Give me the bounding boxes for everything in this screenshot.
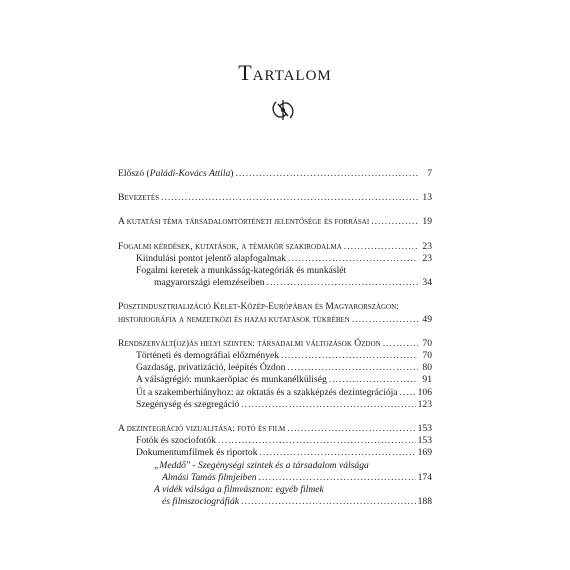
toc-page-number: 34 [422, 277, 432, 289]
toc-entry-label: A válságrégió: munkaerőpiac és munkanélküliség [136, 374, 327, 386]
toc-entry-label: Szegénység és szegregáció [136, 398, 240, 410]
toc-page-number: 123 [417, 398, 432, 410]
toc-subentry-meddo[interactable] [118, 460, 432, 484]
leader-dots [287, 362, 418, 374]
toc-page-number: 49 [422, 313, 432, 325]
toc-page-number: 153 [417, 423, 432, 435]
toc-entry-continuation: historiográfia a nemzetközi és hazai kutatások tükrében [118, 313, 350, 325]
toc-entry-bevezetes[interactable] [118, 192, 432, 204]
toc-entry-label: Út a szakemberhiányhoz: az oktatás és a szakképzés dezintegrációja [136, 386, 398, 398]
toc-subentry-fogalmi-keretek[interactable] [118, 265, 432, 289]
toc-page-number: 23 [422, 240, 432, 252]
table-of-contents [118, 168, 432, 508]
toc-entry-label: Dokumentumfilmek és riportok [136, 447, 258, 459]
leader-dots [267, 277, 418, 289]
leader-dots [241, 496, 416, 508]
toc-entry-label: A kutatási téma társadalomtörténeti jelentősége és forrásai [118, 216, 370, 228]
toc-subentry-gazdasag[interactable] [118, 362, 432, 374]
leader-dots [344, 241, 418, 253]
leader-dots [161, 192, 418, 204]
toc-page-number: 153 [417, 435, 432, 447]
leader-dots [281, 350, 418, 362]
toc-entry-label: Fogalmi kérdések, kutatások, a témakör szakirodalma [118, 240, 342, 252]
toc-entry-label: Bevezetés [118, 192, 160, 204]
toc-entry-label: Kiindulási pontot jelentő alapfogalmak [136, 252, 287, 264]
toc-subentry-dokumentumfilmek[interactable] [118, 447, 432, 459]
toc-entry-label: Posztindusztrializáció Kelet-Közép-Európában és Magyarországon: [118, 301, 399, 313]
toc-entry-kutatasi-tema[interactable] [118, 216, 432, 228]
toc-entry-continuation: és filmszociográfiák [162, 496, 240, 508]
toc-entry-label: „Meddő" - Szegénységi szintek és a társadalom válsága [154, 459, 369, 471]
toc-page-number: 70 [422, 337, 432, 349]
toc-page-number: 80 [422, 362, 432, 374]
toc-subentry-szegenyseg[interactable] [118, 399, 432, 411]
toc-page-number: 169 [417, 447, 432, 459]
toc-subentry-valsagregio[interactable] [118, 374, 432, 386]
leader-dots [329, 374, 418, 386]
toc-entry-label: A dezintegráció vizualitása: fotó és film [118, 423, 286, 435]
toc-page-number: 70 [422, 350, 432, 362]
toc-page-number: 106 [417, 386, 432, 398]
toc-page-number: 23 [422, 252, 432, 264]
leader-dots [259, 472, 416, 484]
leader-dots [288, 253, 418, 265]
leader-dots [218, 435, 416, 447]
toc-entry-fogalmi-kerdesek[interactable] [118, 241, 432, 253]
toc-entry-dezintegracio[interactable] [118, 423, 432, 435]
toc-entry-label: A vidék válsága a filmvásznon: egyéb filmek [154, 484, 324, 496]
toc-entry-label: Előszó (Paládi-Kovács Attila) [118, 168, 234, 179]
toc-subentry-fotok[interactable] [118, 435, 432, 447]
toc-entry-continuation: Almási Tamás filmjeiben [162, 471, 257, 483]
toc-entry-label: Rendszervált(oz)ás helyi szinten: társadalmi változások Ózdon [118, 337, 381, 349]
toc-subentry-alapfogalmak[interactable] [118, 253, 432, 265]
leader-dots [236, 168, 419, 180]
toc-page-number: 188 [417, 496, 432, 508]
page-title: Tartalom [238, 60, 332, 85]
toc-entry-label: Fotók és szociofotók [136, 435, 216, 447]
toc-page-number: 91 [422, 374, 432, 386]
toc-page-number: 19 [422, 216, 432, 228]
leader-dots [352, 314, 418, 326]
toc-entry-posztindusztrializacio[interactable] [118, 301, 432, 325]
ornament-icon [270, 98, 296, 122]
toc-entry-label: Gazdaság, privatizáció, leépítés Ózdon [136, 362, 286, 374]
toc-page-number: 174 [417, 471, 432, 483]
toc-subentry-videk-valsaga[interactable] [118, 484, 432, 508]
toc-entry-eloszo[interactable] [118, 168, 432, 180]
toc-page-number: 13 [422, 192, 432, 204]
leader-dots [400, 387, 416, 399]
leader-dots [241, 399, 415, 411]
leader-dots [371, 216, 418, 228]
toc-page-number: 7 [427, 168, 432, 179]
toc-entry-continuation: magyarországi elemzéseiben [154, 277, 265, 289]
leader-dots [383, 338, 418, 350]
toc-entry-rendszervaltozas[interactable] [118, 338, 432, 350]
leader-dots [287, 423, 415, 435]
toc-entry-label: Fogalmi keretek a munkásság-kategóriák és munkáslét [136, 265, 347, 277]
toc-subentry-torteneti[interactable] [118, 350, 432, 362]
toc-subentry-szakemberhiany[interactable] [118, 387, 432, 399]
leader-dots [260, 447, 416, 459]
toc-entry-label: Történeti és demográfiai előzmények [136, 350, 280, 362]
